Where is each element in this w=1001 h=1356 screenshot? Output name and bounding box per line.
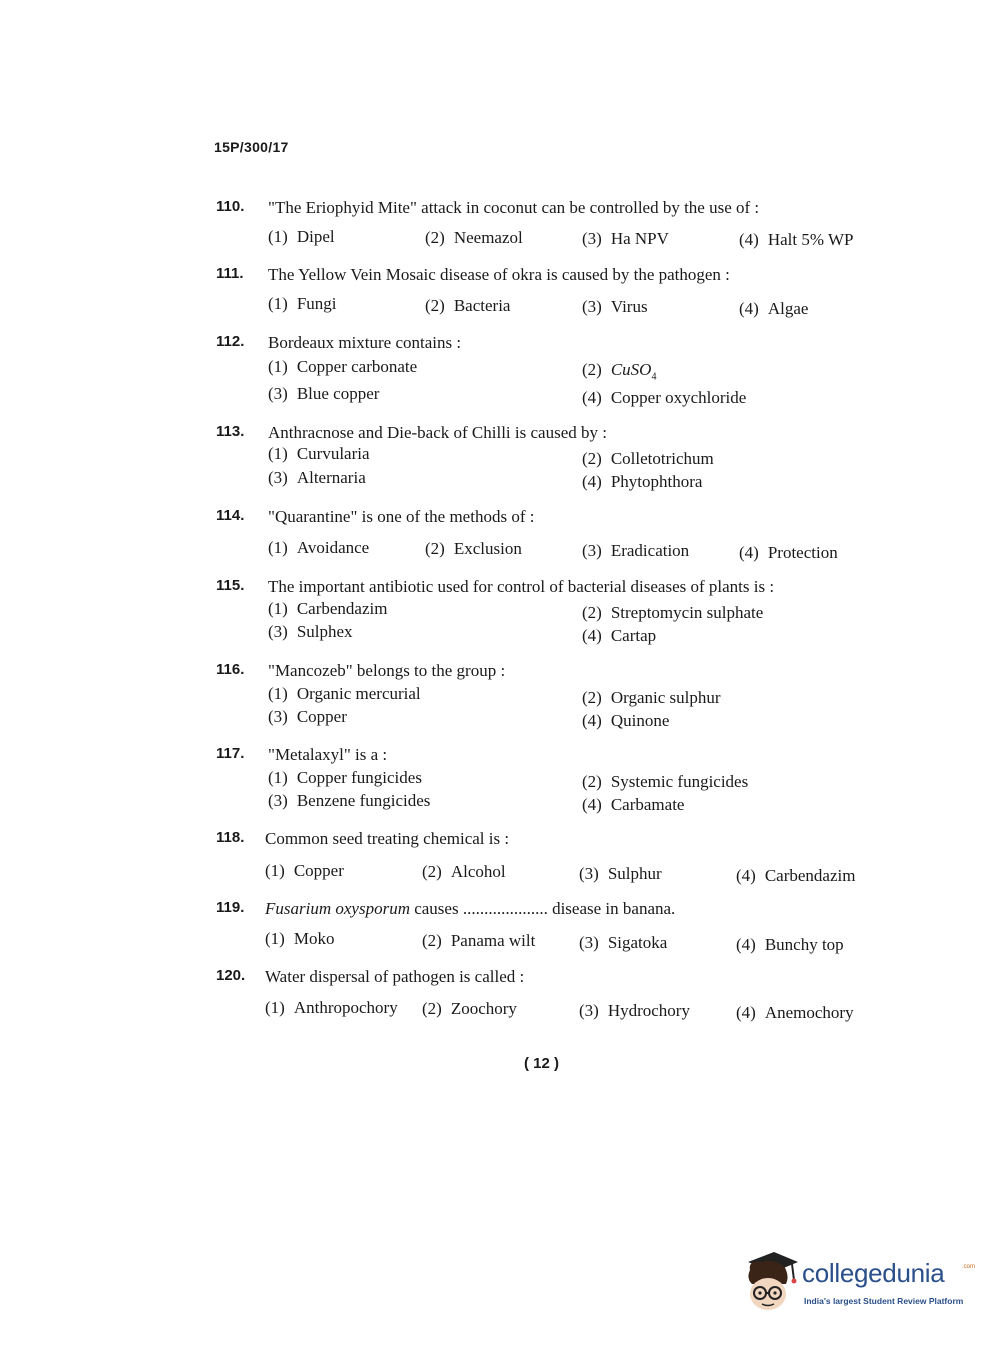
option-3: (3) Alternaria — [268, 468, 366, 487]
question-text: The Yellow Vein Mosaic disease of okra is caused by the pathogen : — [268, 265, 730, 284]
question-number: 120. — [216, 967, 246, 984]
question-number: 117. — [216, 745, 245, 762]
option-1: (1) Anthropochory — [265, 998, 398, 1017]
option-4: (4) Algae — [739, 299, 809, 318]
option-4: (4) Anemochory — [736, 1003, 854, 1022]
mascot-icon — [740, 1250, 800, 1316]
option-3: (3) Sigatoka — [579, 933, 668, 952]
question-number: 113. — [216, 423, 245, 440]
option-3: (3) Hydrochory — [579, 1001, 690, 1020]
option-4: (4) Copper oxychloride — [582, 388, 747, 407]
logo-wordmark: collegedunia — [802, 1258, 945, 1288]
question-text: "The Eriophyid Mite" attack in coconut can be controlled by the use of : — [268, 198, 760, 217]
option-4: (4) Phytophthora — [582, 472, 703, 491]
option-3: (3) Virus — [582, 297, 648, 316]
question-text: "Mancozeb" belongs to the group : — [268, 661, 506, 680]
option-3: (3) Copper — [268, 707, 347, 726]
option-4: (4) Carbamate — [582, 795, 685, 814]
option-1: (1) Avoidance — [268, 538, 370, 557]
paper-code: 15P/300/17 — [214, 139, 289, 155]
option-4: (4) Halt 5% WP — [739, 230, 854, 249]
option-1: (1) Fungi — [268, 294, 337, 313]
option-1: (1) Curvularia — [268, 444, 370, 463]
option-3: (3) Benzene fungicides — [268, 791, 431, 810]
option-2: (2) Alcohol — [422, 862, 506, 881]
collegedunia-logo — [740, 1250, 980, 1320]
question-number: 111. — [216, 265, 244, 282]
question-text: Common seed treating chemical is : — [265, 829, 510, 848]
option-2: (2) CuSO$_4$ — [582, 360, 657, 383]
question-text: Bordeaux mixture contains : — [268, 333, 462, 352]
option-3: (3) Blue copper — [268, 384, 380, 403]
option-3: (3) Eradication — [582, 541, 690, 560]
option-1: (1) Copper fungicides — [268, 768, 422, 787]
logo-tagline: India's largest Student Review Platform — [804, 1296, 964, 1306]
option-3: (3) Sulphur — [579, 864, 662, 883]
question-text: Water dispersal of pathogen is called : — [265, 967, 525, 986]
page-number: ( 12 ) — [524, 1055, 560, 1072]
option-4: (4) Cartap — [582, 626, 657, 645]
question-number: 119. — [216, 899, 245, 916]
question-number: 118. — [216, 829, 245, 846]
option-2: (2) Organic sulphur — [582, 688, 721, 707]
option-1: (1) Organic mercurial — [268, 684, 421, 703]
question-number: 110. — [216, 198, 245, 215]
question-text: "Quarantine" is one of the methods of : — [268, 507, 535, 526]
question-text: "Metalaxyl" is a : — [268, 745, 388, 764]
option-1: (1) Moko — [265, 929, 335, 948]
option-3: (3) Ha NPV — [582, 229, 669, 248]
option-4: (4) Bunchy top — [736, 935, 844, 954]
option-1: (1) Dipel — [268, 227, 335, 246]
option-2: (2) Panama wilt — [422, 931, 536, 950]
option-2: (2) Streptomycin sulphate — [582, 603, 764, 622]
option-3: (3) Sulphex — [268, 622, 353, 641]
option-4: (4) Quinone — [582, 711, 670, 730]
question-number: 115. — [216, 577, 245, 594]
option-1: (1) Copper — [265, 861, 344, 880]
question-number: 116. — [216, 661, 245, 678]
option-2: (2) Zoochory — [422, 999, 517, 1018]
option-2: (2) Colletotrichum — [582, 449, 714, 468]
option-1: (1) Copper carbonate — [268, 357, 418, 376]
option-2: (2) Bacteria — [425, 296, 511, 315]
question-text: The important antibiotic used for control of bacterial diseases of plants is : — [268, 577, 775, 596]
option-2: (2) Exclusion — [425, 539, 522, 558]
logo-suffix: .com — [962, 1264, 976, 1270]
option-4: (4) Protection — [739, 543, 838, 562]
option-2: (2) Systemic fungicides — [582, 772, 749, 791]
option-2: (2) Neemazol — [425, 228, 523, 247]
question-text: Anthracnose and Die-back of Chilli is caused by : — [268, 423, 607, 442]
option-4: (4) Carbendazim — [736, 866, 856, 885]
question-number: 112. — [216, 333, 245, 350]
question-text: Fusarium oxysporum causes .................... disease in banana. — [265, 899, 676, 918]
question-number: 114. — [216, 507, 245, 524]
option-1: (1) Carbendazim — [268, 599, 388, 618]
